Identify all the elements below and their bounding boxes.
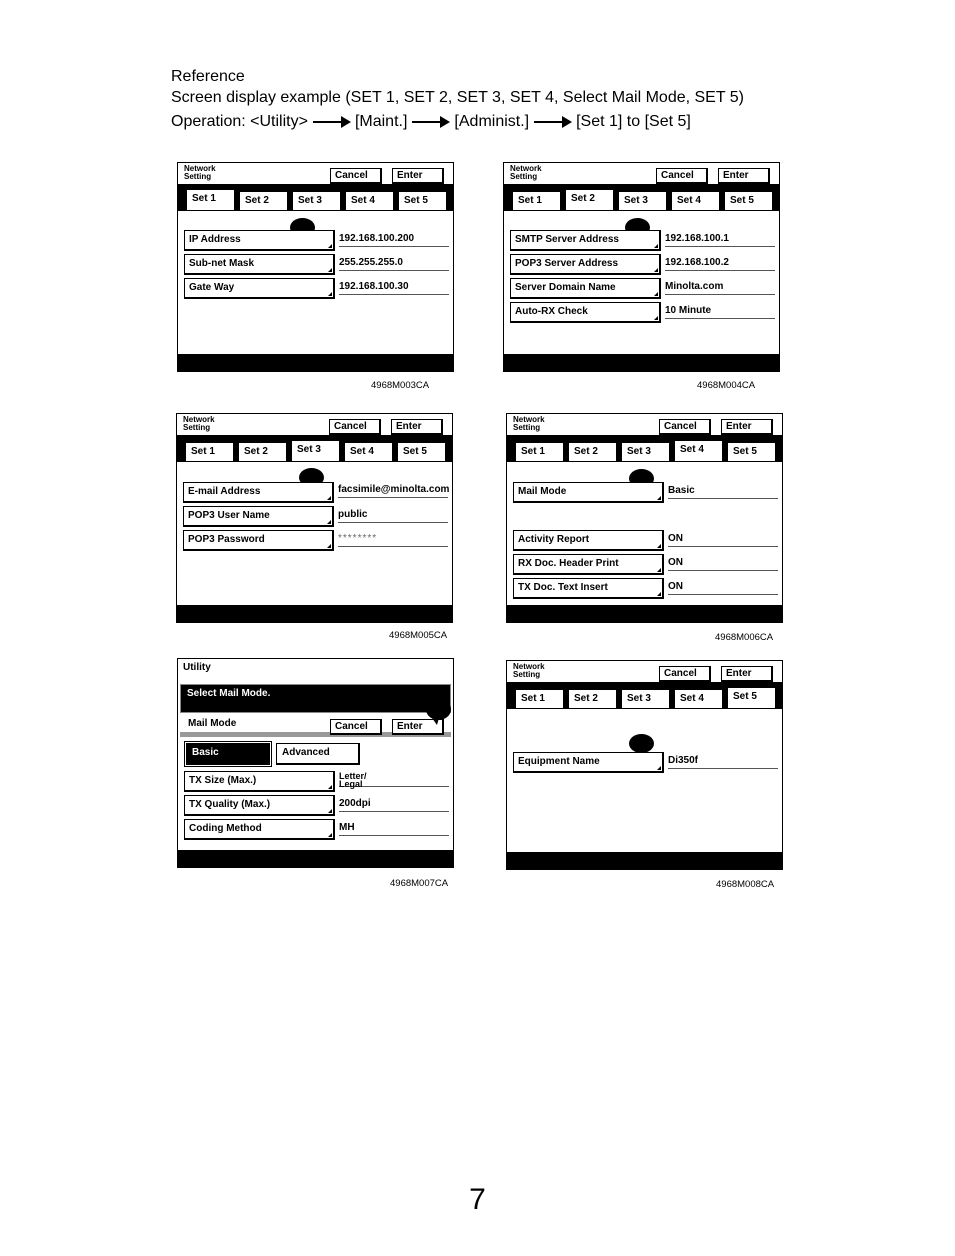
tab-set5[interactable]: Set 5 bbox=[727, 687, 776, 709]
subnet-mask-button[interactable]: Sub-net Mask bbox=[184, 254, 335, 275]
cancel-button[interactable]: Cancel bbox=[659, 419, 711, 435]
tab-set3[interactable]: Set 3 bbox=[291, 440, 340, 462]
screen-title: Network Setting bbox=[513, 662, 545, 679]
screen-select-mail-mode bbox=[177, 658, 454, 868]
tab-set3[interactable]: Set 3 bbox=[621, 442, 670, 462]
server-domain-name-button[interactable]: Server Domain Name bbox=[510, 278, 661, 299]
tab-bar bbox=[178, 184, 453, 211]
tab-set1[interactable]: Set 1 bbox=[512, 191, 561, 211]
tab-set5[interactable]: Set 5 bbox=[724, 191, 773, 211]
figure-code: 4968M005CA bbox=[389, 630, 448, 641]
gateway-value: 192.168.100.30 bbox=[339, 280, 449, 295]
gateway-button[interactable]: Gate Way bbox=[184, 278, 335, 299]
tab-set2[interactable]: Set 2 bbox=[568, 442, 617, 462]
op-step-maint: [Maint.] bbox=[354, 113, 408, 130]
footer-bar bbox=[177, 605, 452, 622]
tx-quality-value: 200dpi bbox=[339, 797, 449, 812]
tab-set4[interactable]: Set 4 bbox=[674, 689, 723, 709]
footer-bar bbox=[178, 354, 453, 371]
operation-path bbox=[171, 113, 691, 131]
callout-bubble-icon bbox=[629, 734, 654, 753]
tab-set5[interactable]: Set 5 bbox=[397, 442, 446, 462]
enter-button[interactable]: Enter bbox=[718, 168, 770, 184]
ip-address-value: 192.168.100.200 bbox=[339, 232, 449, 247]
tx-size-value: Letter/ Legal bbox=[339, 772, 449, 787]
advanced-mode-button[interactable]: Advanced bbox=[276, 743, 360, 765]
tab-set2[interactable]: Set 2 bbox=[565, 189, 614, 211]
enter-button[interactable]: Enter bbox=[392, 168, 444, 184]
tab-set5[interactable]: Set 5 bbox=[727, 442, 776, 462]
footer-bar bbox=[507, 605, 782, 622]
tab-set4[interactable]: Set 4 bbox=[674, 440, 723, 462]
activity-report-button[interactable]: Activity Report bbox=[513, 530, 664, 551]
figure-code: 4968M007CA bbox=[390, 878, 449, 889]
screen-title: Network Setting bbox=[510, 164, 542, 181]
footer-bar bbox=[504, 354, 779, 371]
cancel-button[interactable]: Cancel bbox=[659, 666, 711, 682]
tab-set2[interactable]: Set 2 bbox=[568, 689, 617, 709]
email-address-value: facsimile@minolta.com bbox=[338, 483, 448, 498]
tab-set3[interactable]: Set 3 bbox=[292, 191, 341, 211]
subnet-mask-value: 255.255.255.0 bbox=[339, 256, 449, 271]
auto-rx-check-value: 10 Minute bbox=[665, 304, 775, 319]
activity-report-value: ON bbox=[668, 532, 778, 547]
page-number: 7 bbox=[469, 1183, 486, 1216]
screen-title: Network Setting bbox=[513, 415, 545, 432]
op-step-administ: [Administ.] bbox=[454, 113, 530, 130]
ip-address-button[interactable]: IP Address bbox=[184, 230, 335, 251]
cancel-button[interactable]: Cancel bbox=[656, 168, 708, 184]
screen-title: Network Setting bbox=[183, 415, 215, 432]
figure-code: 4968M004CA bbox=[697, 380, 756, 391]
tab-bar bbox=[507, 682, 782, 709]
screen-set2 bbox=[503, 162, 780, 372]
reference-heading: Reference bbox=[171, 68, 245, 85]
coding-method-button[interactable]: Coding Method bbox=[184, 819, 335, 840]
arrow-right-icon bbox=[313, 116, 351, 128]
screen-set4 bbox=[506, 413, 783, 623]
mail-mode-button[interactable]: Mail Mode bbox=[513, 482, 664, 503]
tab-set3[interactable]: Set 3 bbox=[621, 689, 670, 709]
tab-set1[interactable]: Set 1 bbox=[186, 189, 235, 211]
figure-code: 4968M008CA bbox=[716, 879, 775, 890]
tab-bar bbox=[504, 184, 779, 211]
cancel-button[interactable]: Cancel bbox=[330, 168, 382, 184]
tx-doc-text-insert-value: ON bbox=[668, 580, 778, 595]
tab-set1[interactable]: Set 1 bbox=[515, 442, 564, 462]
pop3-server-address-value: 192.168.100.2 bbox=[665, 256, 775, 271]
utility-title: Utility bbox=[183, 662, 211, 673]
equipment-name-button[interactable]: Equipment Name bbox=[513, 752, 664, 773]
cancel-button[interactable]: Cancel bbox=[329, 419, 381, 435]
auto-rx-check-button[interactable]: Auto-RX Check bbox=[510, 302, 661, 323]
tab-set4[interactable]: Set 4 bbox=[344, 442, 393, 462]
tab-set5[interactable]: Set 5 bbox=[398, 191, 447, 211]
equipment-name-value: Di350f bbox=[668, 754, 778, 769]
mail-mode-label: Mail Mode bbox=[188, 718, 237, 729]
screen-set1 bbox=[177, 162, 454, 372]
footer-bar bbox=[178, 850, 453, 867]
tab-bar bbox=[507, 435, 782, 462]
tab-set3[interactable]: Set 3 bbox=[618, 191, 667, 211]
server-domain-name-value: Minolta.com bbox=[665, 280, 775, 295]
pop3-user-name-value: public bbox=[338, 508, 448, 523]
tab-set1[interactable]: Set 1 bbox=[185, 442, 234, 462]
figure-code: 4968M003CA bbox=[371, 380, 430, 391]
figure-code: 4968M006CA bbox=[715, 632, 774, 643]
screen-set5 bbox=[506, 660, 783, 870]
tab-set1[interactable]: Set 1 bbox=[515, 689, 564, 709]
enter-button[interactable]: Enter bbox=[721, 666, 773, 682]
instruction-text: Select Mail Mode. bbox=[187, 688, 271, 699]
op-prefix: Operation: <Utility> bbox=[171, 113, 308, 130]
pop3-password-button[interactable]: POP3 Password bbox=[183, 530, 334, 551]
rx-doc-header-print-button[interactable]: RX Doc. Header Print bbox=[513, 554, 664, 575]
tab-set4[interactable]: Set 4 bbox=[671, 191, 720, 211]
enter-button[interactable]: Enter bbox=[721, 419, 773, 435]
screen-example-caption: Screen display example (SET 1, SET 2, SET 3, SET 4, Select Mail Mode, SET 5) bbox=[171, 89, 744, 106]
tx-quality-button[interactable]: TX Quality (Max.) bbox=[184, 795, 335, 816]
footer-bar bbox=[507, 852, 782, 869]
basic-mode-button[interactable]: Basic bbox=[186, 743, 270, 765]
email-address-button[interactable]: E-mail Address bbox=[183, 482, 334, 503]
enter-button[interactable]: Enter bbox=[392, 719, 444, 735]
screen-set3 bbox=[176, 413, 453, 623]
arrow-right-icon bbox=[534, 116, 572, 128]
arrow-right-icon bbox=[412, 116, 450, 128]
tx-size-button[interactable]: TX Size (Max.) bbox=[184, 771, 335, 792]
rx-doc-header-print-value: ON bbox=[668, 556, 778, 571]
pop3-user-name-button[interactable]: POP3 User Name bbox=[183, 506, 334, 527]
enter-button[interactable]: Enter bbox=[391, 419, 443, 435]
tab-set2[interactable]: Set 2 bbox=[238, 442, 287, 462]
tab-set2[interactable]: Set 2 bbox=[239, 191, 288, 211]
screen-title: Network Setting bbox=[184, 164, 216, 181]
pop3-server-address-button[interactable]: POP3 Server Address bbox=[510, 254, 661, 275]
pop3-password-value: ******** bbox=[338, 532, 448, 547]
smtp-server-address-button[interactable]: SMTP Server Address bbox=[510, 230, 661, 251]
smtp-server-address-value: 192.168.100.1 bbox=[665, 232, 775, 247]
op-step-sets: [Set 1] to [Set 5] bbox=[576, 113, 691, 130]
tab-set4[interactable]: Set 4 bbox=[345, 191, 394, 211]
coding-method-value: MH bbox=[339, 821, 449, 836]
tab-bar bbox=[177, 435, 452, 462]
callout-bubble-icon bbox=[426, 699, 451, 720]
cancel-button[interactable]: Cancel bbox=[330, 719, 382, 735]
tx-doc-text-insert-button[interactable]: TX Doc. Text Insert bbox=[513, 578, 664, 599]
mail-mode-value: Basic bbox=[668, 484, 778, 499]
